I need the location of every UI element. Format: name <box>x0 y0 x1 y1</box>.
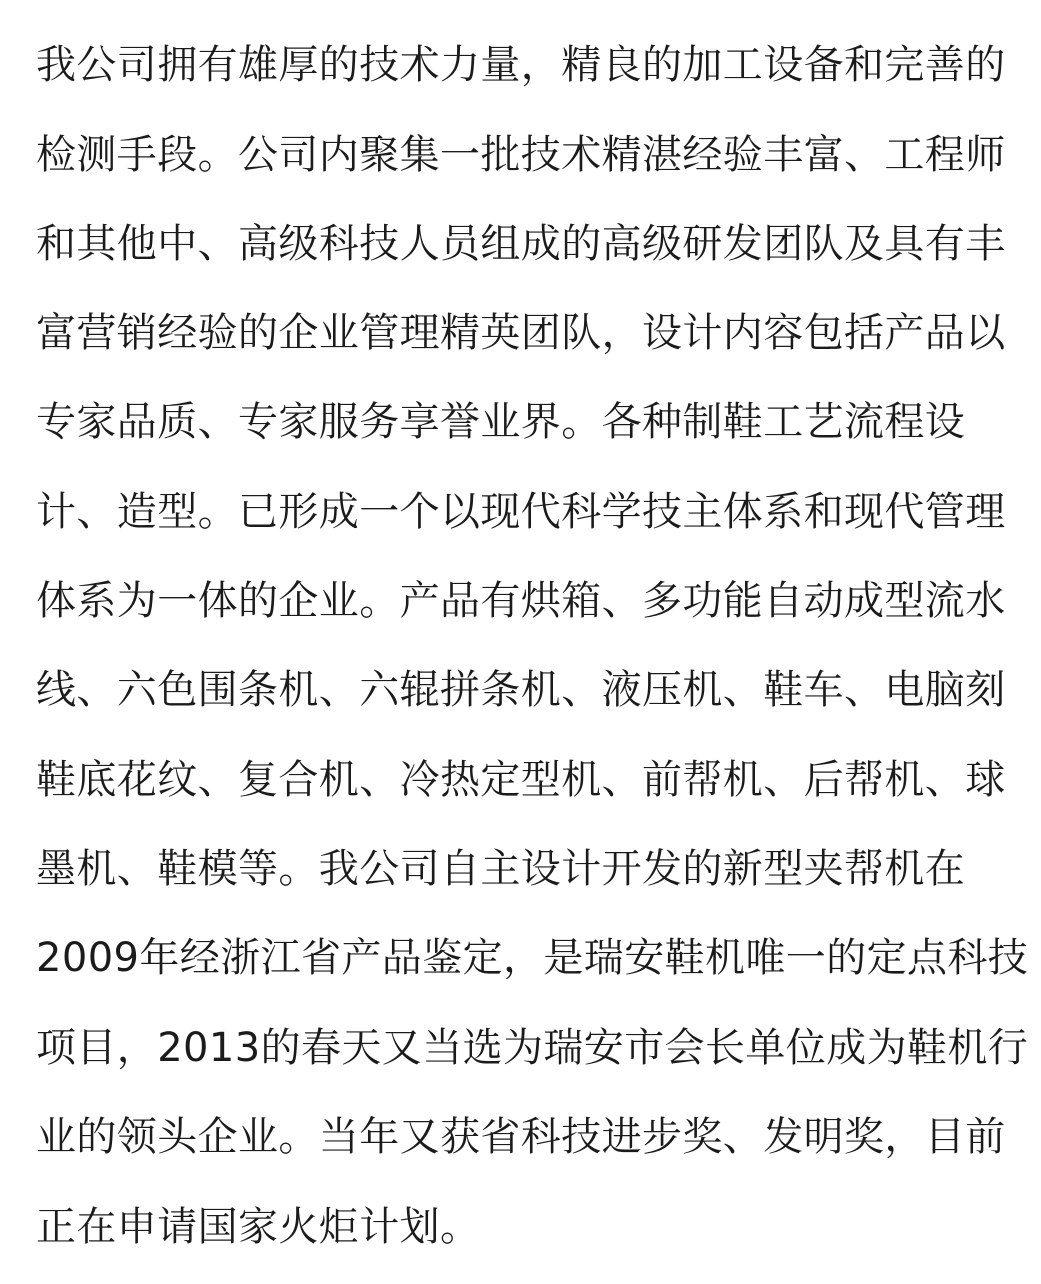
paragraph-line: 体系为一体的企业。产品有烘箱、多功能自动成型流水 <box>36 578 1006 624</box>
paragraph-line: 鞋底花纹、复合机、冷热定型机、前帮机、后帮机、球 <box>36 757 1006 803</box>
paragraph-line: 线、六色围条机、六辊拼条机、液压机、鞋车、电脑刻 <box>36 667 1006 713</box>
paragraph-line: 我公司拥有雄厚的技术力量，精良的加工设备和完善的 <box>36 42 1006 88</box>
paragraph-line: 正在申请国家火炬计划。 <box>36 1204 481 1250</box>
paragraph-line: 计、造型。已形成一个以现代科学技主体系和现代管理 <box>36 489 1006 535</box>
paragraph-line: 和其他中、高级科技人员组成的高级研发团队及具有丰 <box>36 221 1006 267</box>
paragraph-line: 业的领头企业。当年又获省科技进步奖、发明奖，目前 <box>36 1114 1006 1160</box>
paragraph-line: 富营销经验的企业管理精英团队，设计内容包括产品以 <box>36 310 1006 356</box>
paragraph-line: 检测手段。公司内聚集一批技术精湛经验丰富、工程师 <box>36 132 1006 178</box>
paragraph-line: 墨机、鞋模等。我公司自主设计开发的新型夹帮机在 <box>36 846 966 892</box>
paragraph-line: 专家品质、专家服务享誉业界。各种制鞋工艺流程设 <box>36 399 966 445</box>
paragraph-line: 项目，2013的春天又当选为瑞安市会长单位成为鞋机行 <box>36 1025 1029 1071</box>
paragraph-line: 2009年经浙江省产品鉴定，是瑞安鞋机唯一的定点科技 <box>36 935 1029 981</box>
